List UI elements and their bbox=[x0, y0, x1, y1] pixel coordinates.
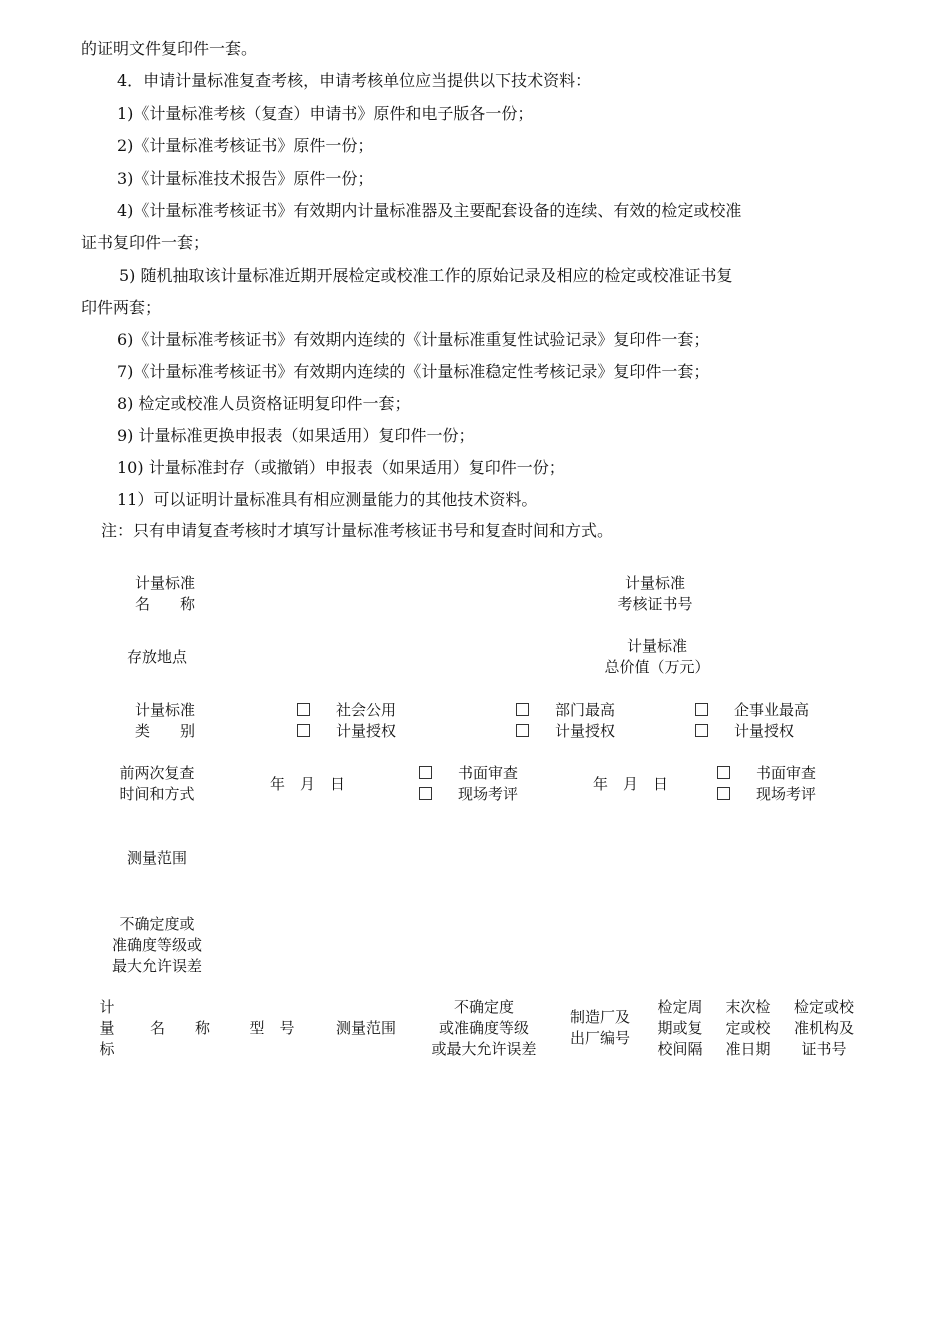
checkbox-icon[interactable] bbox=[297, 724, 310, 737]
checkbox-icon[interactable] bbox=[516, 724, 529, 737]
review-desk-option[interactable]: 书面审查 bbox=[717, 763, 816, 784]
list-item: 11）可以证明计量标准具有相应测量能力的其他技术资料。 bbox=[117, 490, 538, 509]
location-label: 存放地点 bbox=[126, 648, 187, 666]
table-header-manufacturer: 制造厂及 出厂编号 bbox=[569, 1008, 630, 1047]
uncertainty-label: 不确定度或 准确度等级或 最大允许误差 bbox=[111, 915, 202, 975]
name-label: 计量标准 名 称 bbox=[134, 574, 195, 613]
checkbox-icon[interactable] bbox=[419, 787, 432, 800]
review-label: 前两次复查 时间和方式 bbox=[119, 764, 195, 803]
list-item-continuation: 印件两套； bbox=[81, 298, 162, 317]
list-item-continuation: 证书复印件一套； bbox=[81, 233, 210, 252]
category-label: 计量标准 类 别 bbox=[134, 701, 195, 740]
table-header-uncertainty: 不确定度 或准确度等级 或最大允许误差 bbox=[431, 998, 537, 1058]
range-label: 测量范围 bbox=[126, 849, 187, 867]
category-authorized-option[interactable]: 计量授权 bbox=[695, 721, 794, 742]
review-desk-option[interactable]: 书面审查 bbox=[419, 763, 518, 784]
list-item: 1)《计量标准考核（复查）申请书》原件和电子版各一份； bbox=[117, 104, 534, 123]
list-item: 9) 计量标准更换申报表（如果适用）复印件一份； bbox=[117, 426, 475, 445]
category-dept-top-option[interactable]: 部门最高 bbox=[516, 700, 615, 721]
checkbox-icon[interactable] bbox=[695, 703, 708, 716]
checkbox-icon[interactable] bbox=[717, 766, 730, 779]
review-onsite-option[interactable]: 现场考评 bbox=[717, 784, 816, 805]
list-item: 7)《计量标准考核证书》有效期内连续的《计量标准稳定性考核记录》复印件一套； bbox=[117, 362, 710, 381]
list-item: 6)《计量标准考核证书》有效期内连续的《计量标准重复性试验记录》复印件一套； bbox=[117, 330, 710, 349]
review-date-2[interactable]: 年 月 日 bbox=[593, 775, 669, 793]
list-item: 10) 计量标准封存（或撤销）申报表（如果适用）复印件一份； bbox=[117, 458, 565, 477]
table-header-standard: 计 量 标 bbox=[99, 998, 115, 1058]
cert-number-label: 计量标准 考核证书号 bbox=[617, 574, 693, 613]
note: 注：只有申请复查考核时才填写计量标准考核证书号和复查时间和方式。 bbox=[101, 521, 614, 540]
paragraph-item-4: 4．申请计量标准复查考核，申请考核单位应当提供以下技术资料： bbox=[117, 71, 592, 90]
table-header-last-date: 末次检 定或校 准日期 bbox=[725, 998, 771, 1058]
table-header-range: 测量范围 bbox=[335, 1019, 396, 1037]
list-item: 3)《计量标准技术报告》原件一份； bbox=[117, 169, 374, 188]
list-item: 4)《计量标准考核证书》有效期内计量标准器及主要配套设备的连续、有效的检定或校准 bbox=[117, 201, 742, 220]
checkbox-icon[interactable] bbox=[695, 724, 708, 737]
list-item: 8) 检定或校准人员资格证明复印件一套； bbox=[117, 394, 411, 413]
review-date-1[interactable]: 年 月 日 bbox=[270, 775, 346, 793]
review-onsite-option[interactable]: 现场考评 bbox=[419, 784, 518, 805]
table-header-agency: 检定或校 准机构及 证书号 bbox=[793, 998, 854, 1058]
list-item: 5) 随机抽取该计量标准近期开展检定或校准工作的原始记录及相应的检定或校准证书复 bbox=[119, 266, 733, 285]
category-authorized-option[interactable]: 计量授权 bbox=[297, 721, 396, 742]
category-enterprise-top-option[interactable]: 企事业最高 bbox=[695, 700, 809, 721]
checkbox-icon[interactable] bbox=[297, 703, 310, 716]
paragraph-continuation: 的证明文件复印件一套。 bbox=[81, 39, 258, 58]
total-value-label: 计量标准 总价值（万元） bbox=[604, 637, 710, 676]
table-header-name: 名 称 bbox=[149, 1019, 210, 1037]
checkbox-icon[interactable] bbox=[717, 787, 730, 800]
table-header-model: 型 号 bbox=[249, 1019, 295, 1037]
list-item: 2)《计量标准考核证书》原件一份； bbox=[117, 136, 374, 155]
checkbox-icon[interactable] bbox=[419, 766, 432, 779]
category-authorized-option[interactable]: 计量授权 bbox=[516, 721, 615, 742]
category-public-option[interactable]: 社会公用 bbox=[297, 700, 396, 721]
checkbox-icon[interactable] bbox=[516, 703, 529, 716]
table-header-period: 检定周 期或复 校间隔 bbox=[657, 998, 703, 1058]
